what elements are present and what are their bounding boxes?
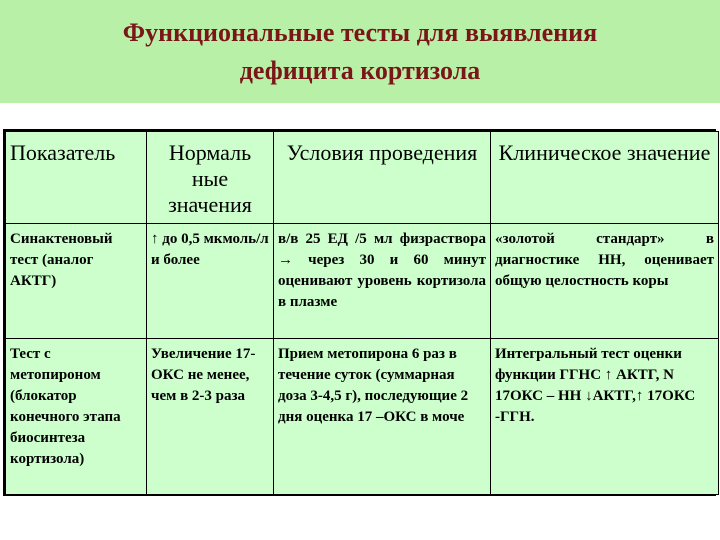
cell-conditions: в/в 25 ЕД /5 мл физраствора → через 30 и 60 минут оценивают уровень кортизола в плазме [274, 224, 491, 339]
cell-clinical-value: «золотой стандарт» в диагностике НН, оценивает общую целостность коры [491, 224, 719, 339]
cell-indicator: Синактеновый тест (аналог АКТГ) [6, 224, 147, 339]
slide-title: Функциональные тесты для выявления дефицита кортизола [122, 17, 598, 85]
cell-conditions: Прием метопирона 6 раз в течение суток (суммарная доза 3-4,5 г), последующие 2 дня оценка 17 –ОКС в моче [274, 339, 491, 495]
cell-indicator: Тест с метопироном (блокатор конечного этапа биосинтеза кортизола) [6, 339, 147, 495]
cell-clinical-value: Интегральный тест оценки функции ГГНС ↑ АКТГ, N 17ОКС – НН ↓АКТГ,↑ 17ОКС -ГГН. [491, 339, 719, 495]
table-header-row [6, 132, 719, 224]
header-conditions: Условия проведения [274, 132, 491, 224]
table-row [6, 224, 719, 339]
title-banner [0, 0, 720, 103]
header-indicator: Показатель [6, 132, 147, 224]
cell-normal-values: ↑ до 0,5 мкмоль/л и более [147, 224, 274, 339]
header-clinical-value: Клиническое значение [491, 132, 719, 224]
cell-normal-values: Увеличение 17-ОКС не менее, чем в 2-3 раза [147, 339, 274, 495]
header-normal-values: Нормаль ные значения [147, 132, 274, 224]
table-row [6, 339, 719, 495]
tests-table [3, 129, 716, 496]
